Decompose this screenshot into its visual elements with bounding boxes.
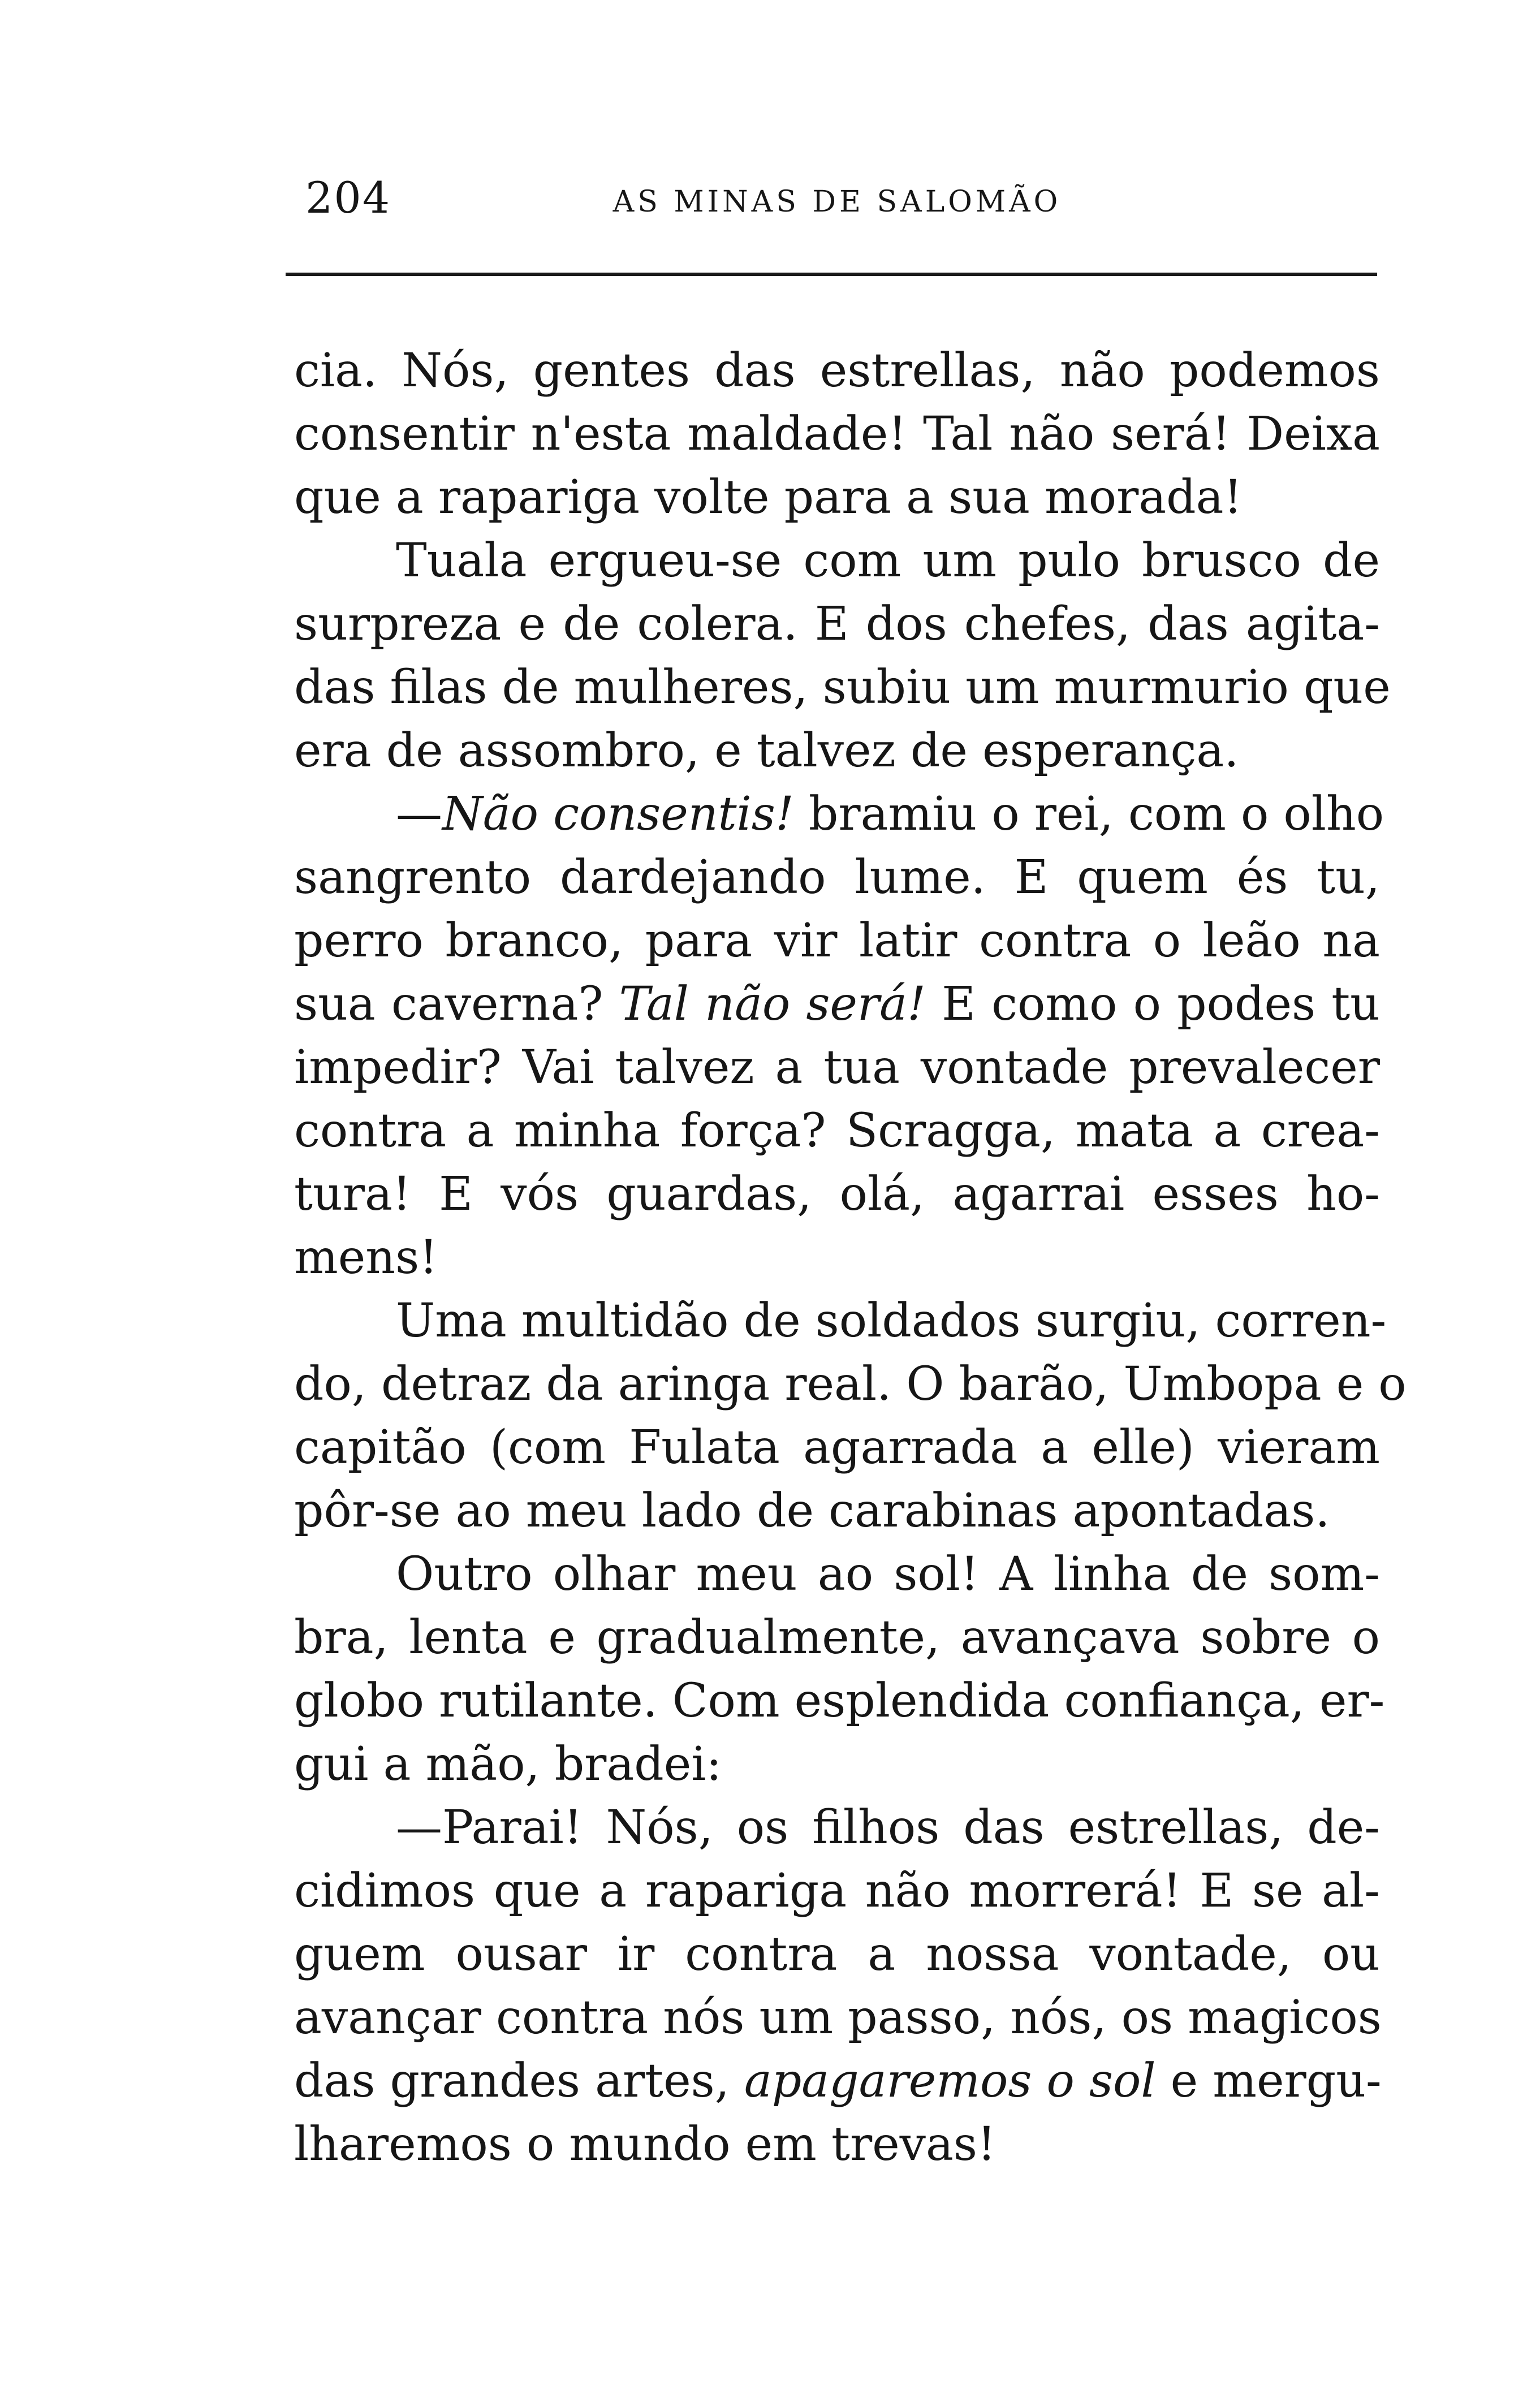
italic-span: apagaremos o sol: [744, 2054, 1156, 2108]
text-line: bra, lenta e gradualmente, avançava sobre o: [294, 1611, 1380, 1664]
page-header: [294, 173, 1380, 235]
text-span: —: [396, 787, 442, 841]
text-line: cia. Nós, gentes das estrellas, não podemos: [294, 344, 1380, 398]
text-line: [294, 2050, 1380, 2113]
text-line: cidimos que a rapariga não morrerá! E se al-: [294, 1864, 1380, 1918]
text-line: era de assombro, e talvez de esperança.: [294, 724, 1239, 778]
text-line: mens!: [294, 1231, 438, 1284]
text-span: e mergu-: [1155, 2054, 1382, 2108]
text-line: —Parai! Nós, os filhos das estrellas, de-: [396, 1801, 1380, 1855]
running-head: AS MINAS DE SALOMÃO: [612, 185, 1062, 219]
text-line: perro branco, para vir latir contra o leão na: [294, 914, 1380, 968]
text-line: contra a minha força? Scragga, mata a crea-: [294, 1104, 1380, 1158]
text-line: pôr-se ao meu lado de carabinas apontadas.: [294, 1484, 1330, 1538]
text-line: impedir? Vai talvez a tua vontade prevalecer: [294, 1041, 1380, 1094]
text-line: Uma multidão de soldados surgiu, corren-: [396, 1294, 1387, 1348]
text-line: sangrento dardejando lume. E quem és tu,: [294, 851, 1380, 904]
text-line: gui a mão, bradei:: [294, 1737, 722, 1791]
text-line: das filas de mulheres, subiu um murmurio que: [294, 661, 1391, 714]
text-span: das grandes artes,: [294, 2054, 744, 2108]
text-line: consentir n'esta maldade! Tal não será! Deixa: [294, 407, 1380, 461]
text-line: surpreza e de colera. E dos chefes, das agita-: [294, 597, 1380, 651]
italic-span: Tal não será!: [619, 977, 926, 1031]
italic-span: Não consentis!: [442, 787, 794, 841]
text-span: bramiu o rei, com o olho: [793, 787, 1384, 841]
text-line: do, detraz da aringa real. O barão, Umbopa e o: [294, 1357, 1407, 1411]
text-line: avançar contra nós um passo, nós, os magicos: [294, 1991, 1382, 2045]
text-line: que a rapariga volte para a sua morada!: [294, 471, 1243, 524]
text-line: lharemos o mundo em trevas!: [294, 2118, 996, 2171]
text-line: [294, 783, 1384, 846]
body-text: [294, 339, 1407, 2176]
text-line: Outro olhar meu ao sol! A linha de som-: [396, 1547, 1380, 1601]
text-line: tura! E vós guardas, olá, agarrai esses ho-: [294, 1167, 1380, 1221]
text-line: [294, 973, 1380, 1036]
text-line: capitão (com Fulata agarrada a elle) vieram: [294, 1421, 1380, 1474]
text-line: globo rutilante. Com esplendida confiança, er-: [294, 1674, 1385, 1728]
text-span: sua caverna?: [294, 977, 619, 1031]
page-number: 204: [305, 173, 391, 223]
text-span: E como o podes tu: [925, 977, 1380, 1031]
text-line: Tuala ergueu-se com um pulo brusco de: [396, 534, 1380, 588]
header-rule: [286, 273, 1377, 276]
text-line: guem ousar ir contra a nossa vontade, ou: [294, 1927, 1380, 1981]
